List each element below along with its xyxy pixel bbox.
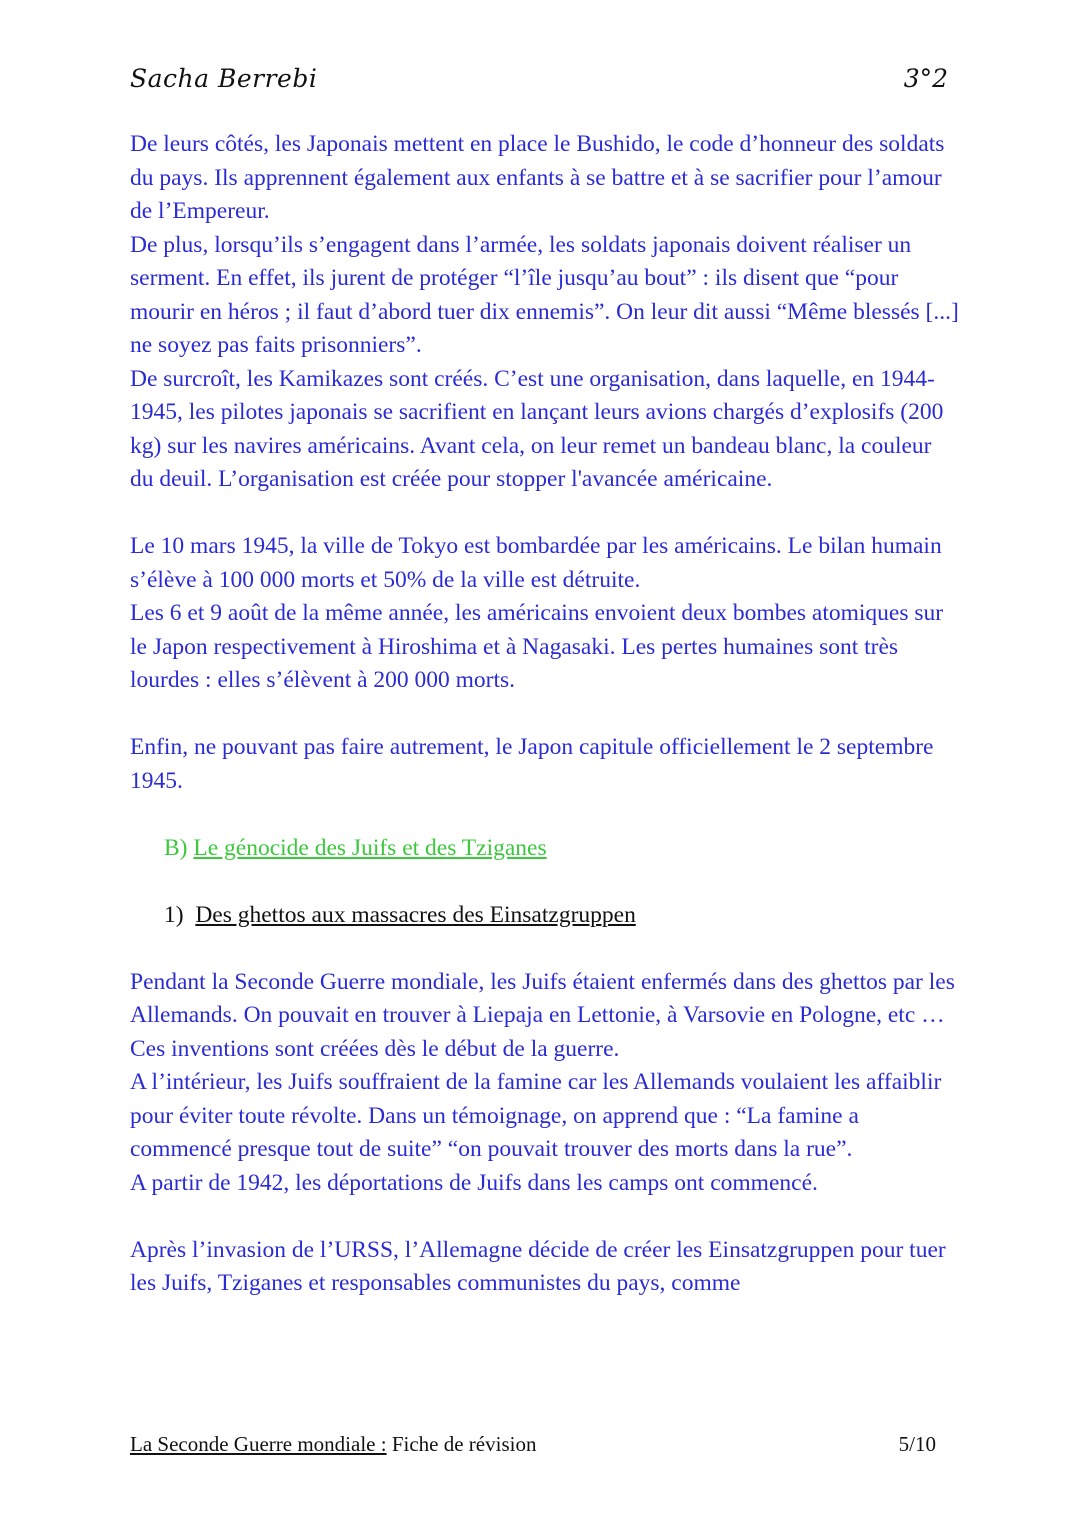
paragraph-tokyo: Le 10 mars 1945, la ville de Tokyo est bombardée par les américains. Le bilan humain s’élève à 100 000 morts et 50% de la ville est détruite. [130, 533, 942, 593]
footer-title [130, 1432, 536, 1457]
paragraph-hiroshima: Les 6 et 9 août de la même année, les américains envoient deux bombes atomiques sur le Japon respectivement à Hiroshima et à Nagasaki. Les pertes humaines sont très lourdes : elles s’élèvent à 200 000 morts. [130, 600, 944, 693]
subsection-heading [130, 899, 960, 933]
footer-doc-subtitle: Fiche de révision [386, 1432, 537, 1456]
section-heading [130, 832, 960, 866]
paragraph-famine: A l’intérieur, les Juifs souffraient de la famine car les Allemands voulaient les affaiblir pour éviter toute révolte. Dans un témoignage, on apprend que : “La famine a commencé presque tout de suite” “on pouvait trouver des morts dans la rue”. [130, 1069, 942, 1162]
subsection-number: 1) [164, 901, 184, 928]
class-label: 3°2 [903, 64, 948, 93]
paragraph-deportations: A partir de 1942, les déportations de Juifs dans les camps ont commencé. [130, 1169, 818, 1196]
page-number: 5/10 [898, 1432, 936, 1456]
subsection-title: Des ghettos aux massacres des Einsatzgruppen [195, 901, 636, 928]
paragraph-einsatzgruppen: Après l’invasion de l’URSS, l’Allemagne décide de créer les Einsatzgruppen pour tuer les Juifs, Tziganes et responsables communistes du pays, comme [130, 1236, 946, 1296]
paragraph-ghettos: Pendant la Seconde Guerre mondiale, les Juifs étaient enfermés dans des ghettos par les Allemands. On pouvait en trouver à Liepaja en Lettonie, à Varsovie en Pologne, etc … Ces inventions sont créées dès le début de la guerre. [130, 968, 955, 1062]
paragraph-serment: De plus, lorsqu’ils s’engagent dans l’armée, les soldats japonais doivent réaliser un serment. En effet, ils jurent de protéger “l’île jusqu’au bout” : ils disent que “pour mourir en héros ; il faut d’abord tuer dix ennemis”. On leur dit aussi “Même blessés [...] ne soyez pas faits prisonniers”. [130, 231, 959, 358]
footer-doc-title: La Seconde Guerre mondiale : [130, 1432, 387, 1456]
section-title: Le génocide des Juifs et des Tziganes [193, 834, 547, 861]
document-body [130, 128, 960, 1301]
paragraph-capitulation: Enfin, ne pouvant pas faire autrement, le Japon capitule officiellement le 2 septembre 1945. [130, 734, 934, 794]
paragraph-kamikazes: De surcroît, les Kamikazes sont créés. C’est une organisation, dans laquelle, en 1944-1945, les pilotes japonais se sacrifient en lançant leurs avions chargés d’explosifs (200 kg) sur les navires américains. Avant cela, on leur remet un bandeau blanc, la couleur du deuil. L’organisation est créée pour stopper l'avancée américaine. [130, 365, 944, 492]
author-name: Sacha Berrebi [130, 64, 318, 93]
section-number: B) [164, 834, 188, 861]
paragraph-bushido: De leurs côtés, les Japonais mettent en place le Bushido, le code d’honneur des soldats du pays. Ils apprennent également aux enfants à se battre et à se sacrifier pour l’amour de l’Empereur. [130, 131, 945, 224]
